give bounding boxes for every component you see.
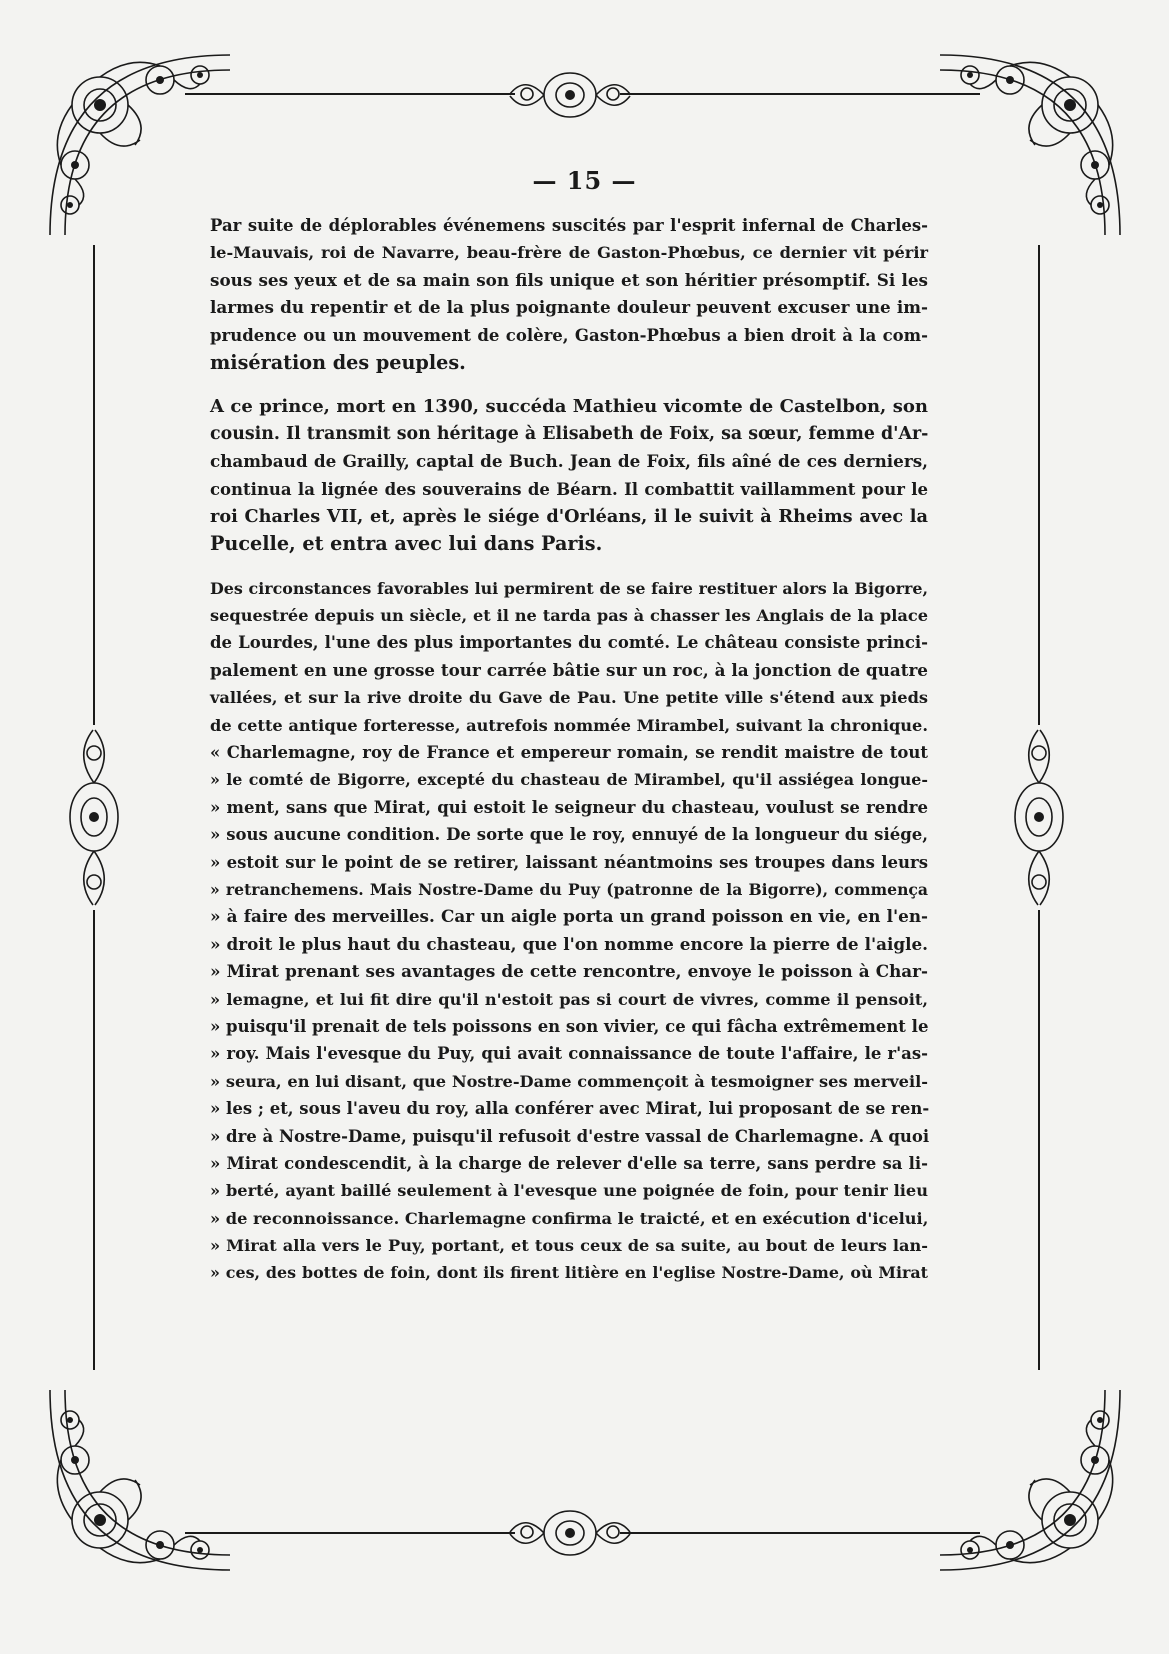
text-line: Pucelle, et entra avec lui dans Paris. xyxy=(210,532,603,556)
text-line: » lemagne, et lui fit dire qu'il n'estoit pas si court de vivres, comme il pensoit, xyxy=(210,989,928,1009)
text-line: vallées, et sur la rive droite du Gave de Pau. Une petite ville s'étend aux pieds xyxy=(210,688,928,708)
text-line: » dre à Nostre-Dame, puisqu'il refusoit d'estre vassal de Charlemagne. A quoi xyxy=(210,1126,930,1146)
text-line: palement en une grosse tour carrée bâtie sur un roc, à la jonction de quatre xyxy=(210,659,928,680)
paragraph-gap xyxy=(210,558,928,575)
text-line: » Mirat condescendit, à la charge de relever d'elle sa terre, sans perdre sa li- xyxy=(210,1153,928,1173)
paragraph-2 xyxy=(210,393,928,557)
text-line: » de reconnoissance. Charlemagne confirma le traicté, et en exécution d'icelui, xyxy=(210,1208,929,1228)
text-line: » à faire des merveilles. Car un aigle porta un grand poisson en vie, en l'en- xyxy=(210,906,928,927)
corner-ornament-top-right xyxy=(930,45,1130,245)
page-number: — 15 — xyxy=(532,166,637,195)
text-line: » Mirat prenant ses avantages de cette rencontre, envoye le poisson à Char- xyxy=(210,961,928,982)
frame-line-bottom-right xyxy=(620,1532,980,1534)
text-line: prudence ou un mouvement de colère, Gaston-Phœbus a bien droit à la com- xyxy=(210,325,928,345)
text-line: larmes du repentir et de la plus poignante douleur peuvent excuser une im- xyxy=(210,297,928,318)
center-ornament-left xyxy=(59,725,129,910)
text-line: « Charlemagne, roy de France et empereur romain, se rendit maistre de tout xyxy=(210,743,928,763)
paragraph-3 xyxy=(210,575,928,1287)
frame-line-top-right xyxy=(620,93,980,95)
text-line: » Mirat alla vers le Puy, portant, et tous ceux de sa suite, au bout de leurs lan- xyxy=(210,1236,928,1256)
corner-ornament-bottom-right xyxy=(930,1380,1130,1580)
paragraph-1 xyxy=(210,212,928,376)
frame-line-left-lower xyxy=(93,910,95,1370)
text-line: » retranchemens. Mais Nostre-Dame du Puy (patronne de la Bigorre), commença xyxy=(210,879,928,899)
text-line: roi Charles VII, et, après le siége d'Orléans, il le suivit à Rheims avec la xyxy=(210,505,928,527)
frame-line-right-lower xyxy=(1038,910,1040,1370)
text-line: » roy. Mais l'evesque du Puy, qui avait connaissance de toute l'affaire, le r'as- xyxy=(210,1044,928,1064)
paragraph-gap xyxy=(210,376,928,393)
center-ornament-top xyxy=(505,60,635,130)
text-line: » berté, ayant baillé seulement à l'evesque une poignée de foin, pour tenir lieu xyxy=(210,1181,928,1201)
center-ornament-bottom xyxy=(505,1498,635,1568)
text-line: A ce prince, mort en 1390, succéda Mathieu vicomte de Castelbon, son xyxy=(210,396,928,418)
text-line: sous ses yeux et de sa main son fils unique et son héritier présomptif. Si les xyxy=(210,269,928,290)
text-line: » les ; et, sous l'aveu du roy, alla conférer avec Mirat, lui proposant de se ren- xyxy=(210,1099,930,1119)
text-line: de cette antique forteresse, autrefois nommée Mirambel, suivant la chronique. xyxy=(210,715,928,735)
text-line: » estoit sur le point de se retirer, laissant néantmoins ses troupes dans leurs xyxy=(210,852,928,872)
text-line: Par suite de déplorables événemens suscités par l'esprit infernal de Charles- xyxy=(210,216,928,235)
body-text xyxy=(210,212,928,1287)
text-line: » le comté de Bigorre, excepté du chasteau de Mirambel, qu'il assiégea longue- xyxy=(210,770,928,790)
corner-ornament-bottom-left xyxy=(40,1380,240,1580)
text-line: » ment, sans que Mirat, qui estoit le seigneur du chasteau, voulust se rendre xyxy=(210,797,928,817)
text-line: de Lourdes, l'une des plus importantes du comté. Le château consiste princi- xyxy=(210,633,928,653)
text-line: » droit le plus haut du chasteau, que l'on nomme encore la pierre de l'aigle. xyxy=(210,933,928,954)
text-line: continua la lignée des souverains de Béarn. Il combattit vaillamment pour le xyxy=(210,479,928,499)
center-ornament-right xyxy=(1004,725,1074,910)
text-line: chambaud de Grailly, captal de Buch. Jean de Foix, fils aîné de ces derniers, xyxy=(210,451,928,472)
text-line: cousin. Il transmit son héritage à Elisabeth de Foix, sa sœur, femme d'Ar- xyxy=(210,423,929,444)
text-line: » seura, en lui disant, que Nostre-Dame commençoit à tesmoigner ses merveil- xyxy=(210,1071,928,1091)
text-line: le-Mauvais, roi de Navarre, beau-frère de Gaston-Phœbus, ce dernier vit périr xyxy=(210,243,928,263)
text-line: » puisqu'il prenait de tels poissons en son vivier, ce qui fâcha extrêmement le xyxy=(210,1016,929,1036)
frame-line-left-upper xyxy=(93,245,95,725)
text-line: sequestrée depuis un siècle, et il ne tarda pas à chasser les Anglais de la place xyxy=(210,606,928,626)
text-line: » sous aucune condition. De sorte que le roy, ennuyé de la longueur du siége, xyxy=(210,825,928,845)
frame-line-right-upper xyxy=(1038,245,1040,725)
text-line: » ces, des bottes de foin, dont ils firent litière en l'eglise Nostre-Dame, où Mirat xyxy=(210,1263,928,1283)
text-line: Des circonstances favorables lui permirent de se faire restituer alors la Bigorre, xyxy=(210,578,928,598)
text-line: misération des peuples. xyxy=(210,350,466,374)
